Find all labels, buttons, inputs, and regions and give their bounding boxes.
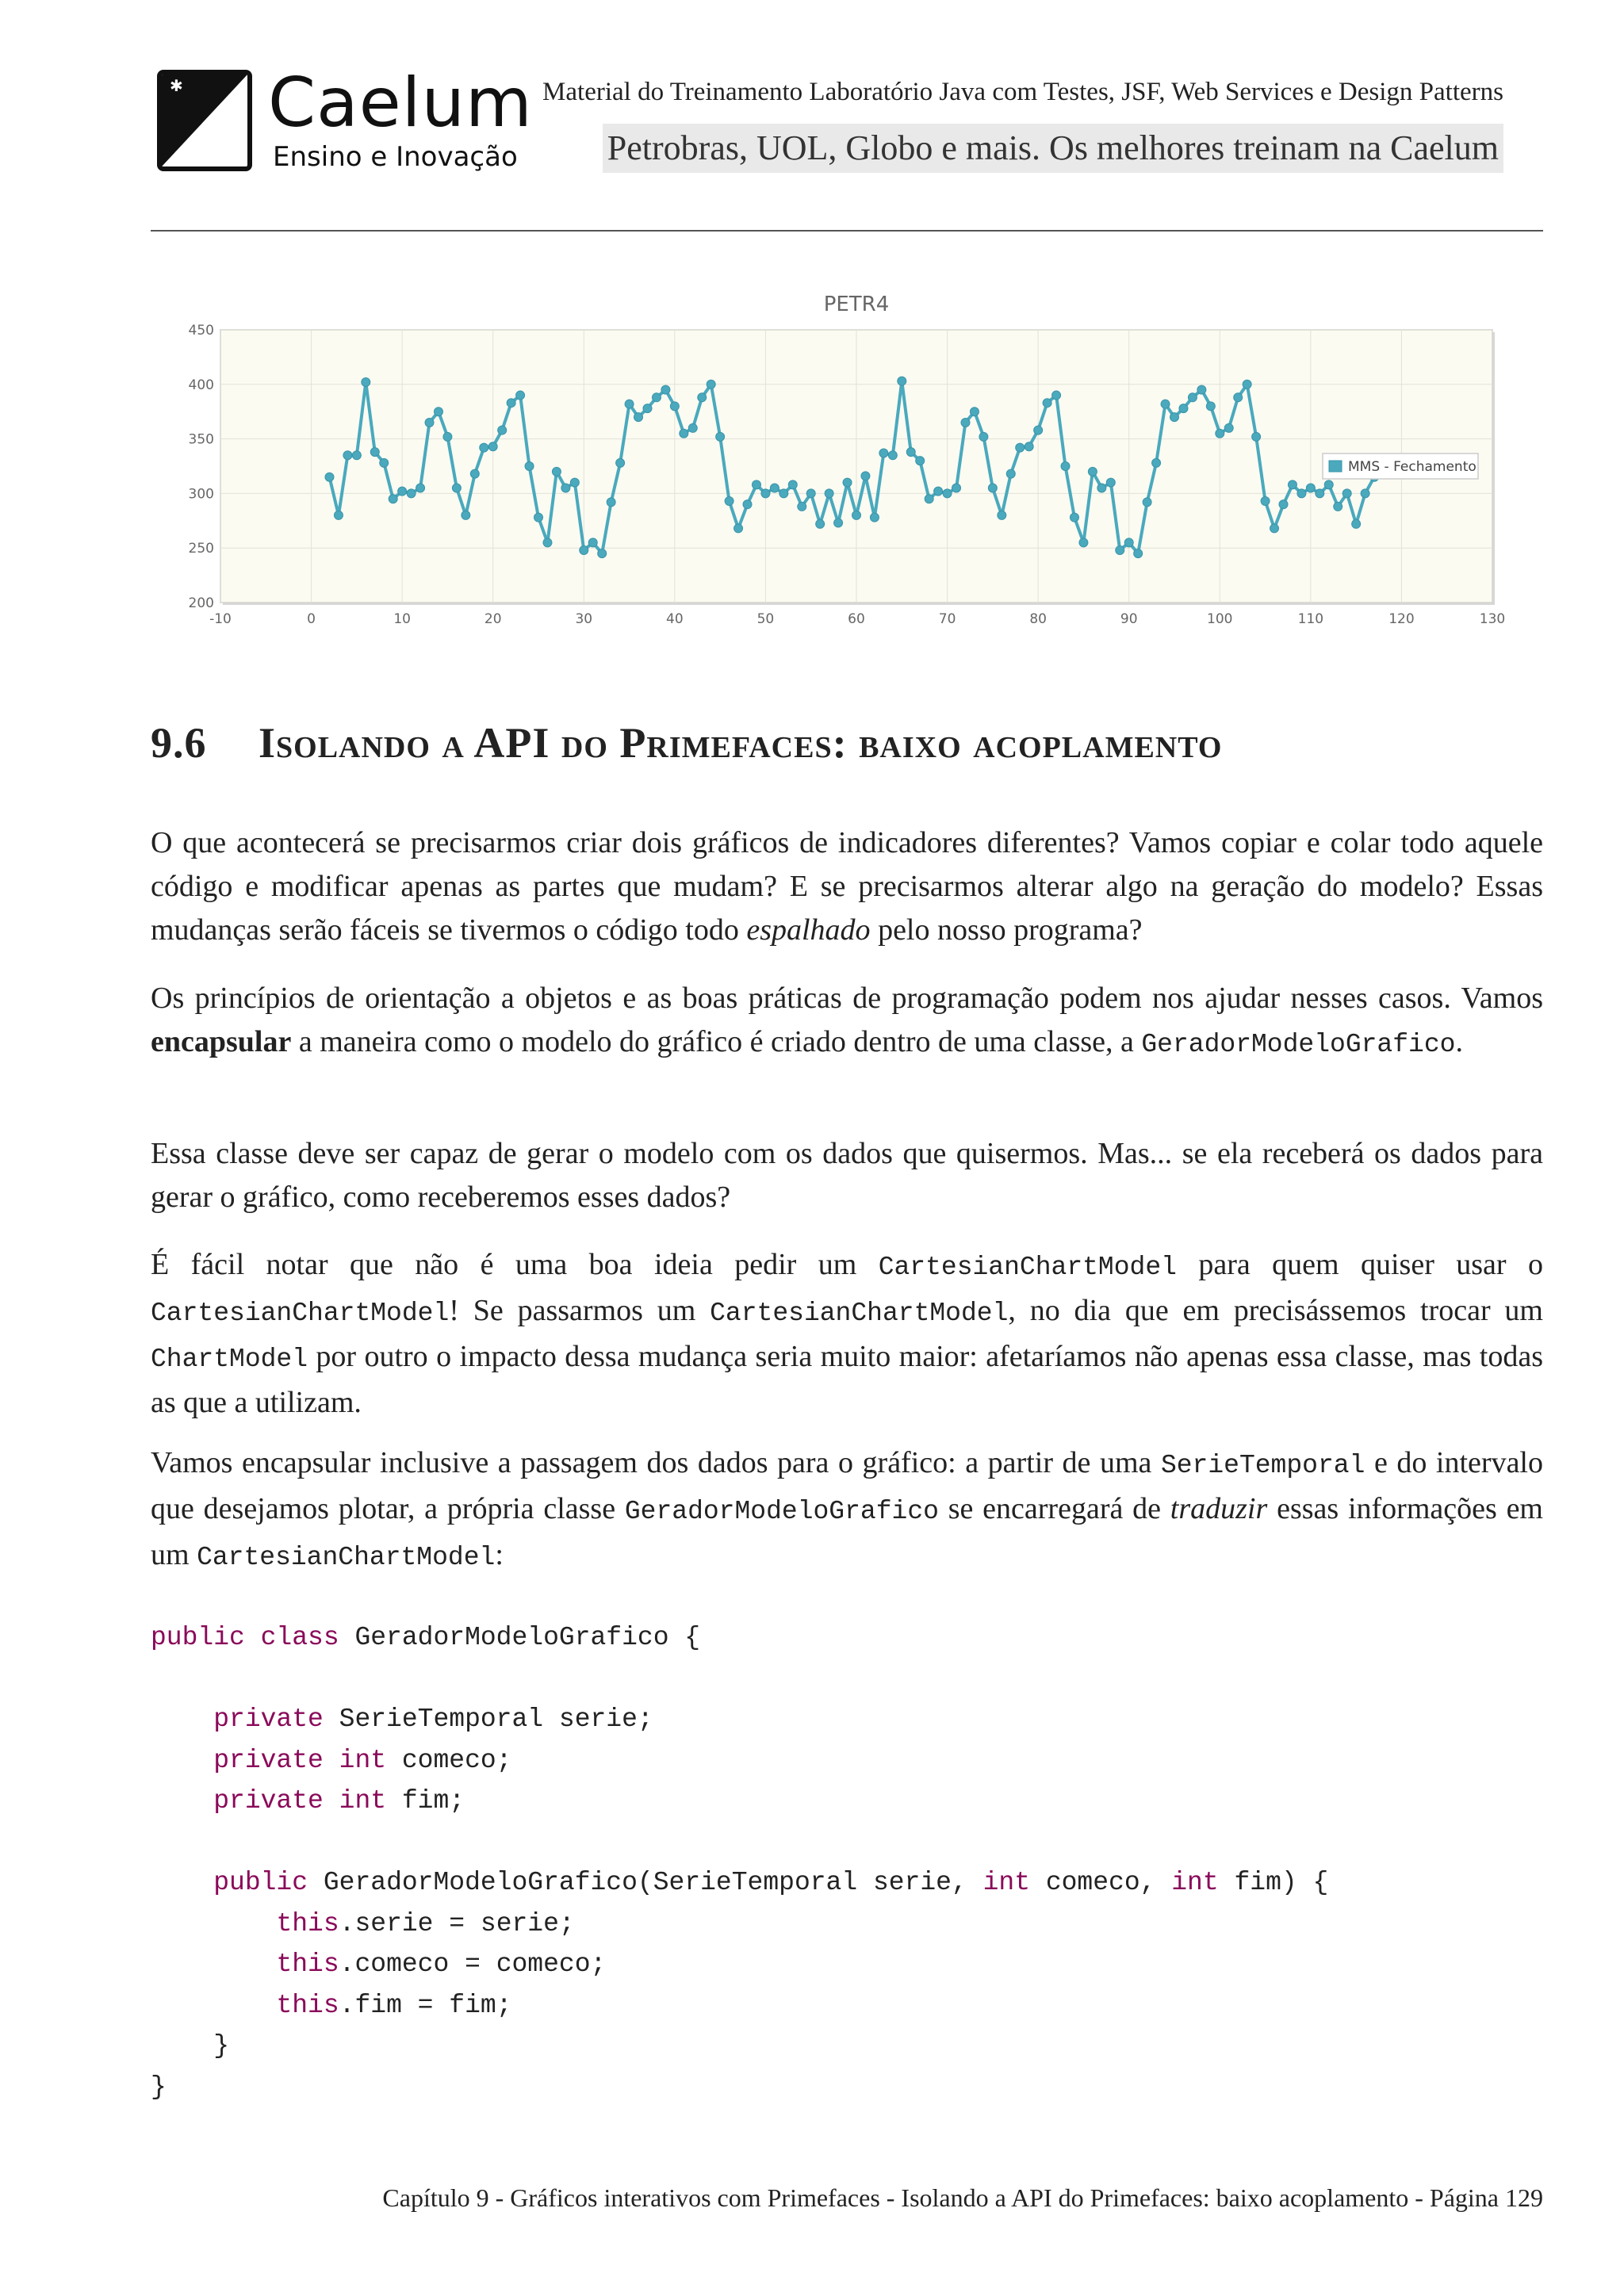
p4-text-a: É fácil notar que não é uma boa ideia pedir um xyxy=(151,1248,879,1281)
chart-svg xyxy=(167,285,1515,634)
data-point xyxy=(380,458,389,467)
data-point xyxy=(1261,497,1270,506)
p5-emphasis: traduzir xyxy=(1170,1492,1268,1525)
data-point xyxy=(1106,478,1115,487)
p1-emphasis: espalhado xyxy=(746,913,871,947)
data-point xyxy=(979,432,988,441)
data-point xyxy=(498,426,507,434)
code-line: private int comeco; xyxy=(213,1745,512,1775)
data-point xyxy=(1025,442,1033,451)
p5-text-a: Vamos encapsular inclusive a passagem dos dados para o gráfico: a partir de uma xyxy=(151,1446,1161,1479)
p5-text-c: se encarregará de xyxy=(938,1492,1170,1525)
paragraph-1 xyxy=(151,821,1543,952)
data-point xyxy=(634,413,643,422)
data-point xyxy=(670,402,679,411)
p2-text-b: a maneira como o modelo do gráfico é criado dentro de uma classe, a xyxy=(291,1025,1142,1058)
data-point xyxy=(652,393,661,402)
x-tick-label: 40 xyxy=(666,611,684,627)
paragraph-5 xyxy=(151,1441,1543,1579)
data-point xyxy=(625,400,634,408)
p2-code: GeradorModeloGrafico xyxy=(1141,1030,1456,1059)
data-point xyxy=(1070,513,1078,522)
x-tick-label: 50 xyxy=(756,611,775,627)
data-point xyxy=(1170,413,1179,422)
data-point xyxy=(534,513,543,522)
y-tick-label: 400 xyxy=(188,377,214,393)
data-point xyxy=(988,484,997,492)
code-line: this.fim = fim; xyxy=(276,1990,512,2020)
header-divider xyxy=(151,230,1543,232)
y-tick-label: 250 xyxy=(188,541,214,557)
p4-text-d: , no dia que em precisássemos trocar um xyxy=(1008,1294,1543,1327)
data-point xyxy=(1161,400,1170,408)
x-tick-label: 110 xyxy=(1297,611,1324,627)
data-point xyxy=(870,513,879,522)
data-point xyxy=(688,423,697,432)
data-point xyxy=(607,498,615,507)
x-tick-label: 130 xyxy=(1479,611,1506,627)
data-point xyxy=(616,458,625,467)
data-point xyxy=(543,538,552,547)
data-point xyxy=(598,549,607,558)
star-icon: ✱ xyxy=(170,76,183,95)
data-point xyxy=(370,448,379,457)
code-line-blank xyxy=(151,1822,1543,1863)
p4-text-b: para quem quiser usar o xyxy=(1176,1248,1543,1281)
paragraph-2 xyxy=(151,977,1543,1066)
y-tick-label: 300 xyxy=(188,486,214,503)
data-point xyxy=(1324,480,1333,489)
data-point xyxy=(879,449,888,457)
data-point xyxy=(1034,426,1043,434)
data-point xyxy=(452,484,461,492)
data-point xyxy=(516,391,525,400)
chart-title: PETR4 xyxy=(823,293,890,316)
caelum-logo xyxy=(157,63,533,179)
data-point xyxy=(1197,385,1206,394)
data-point xyxy=(470,469,479,478)
data-point xyxy=(552,467,561,476)
x-tick-label: 20 xyxy=(484,611,502,627)
data-point xyxy=(580,545,588,554)
p4-text-c: ! Se passarmos um xyxy=(449,1294,710,1327)
data-point xyxy=(1252,432,1261,441)
paragraph-4 xyxy=(151,1243,1543,1425)
p5-text-end: : xyxy=(495,1538,504,1571)
data-point xyxy=(416,484,425,492)
header-material-title: Material do Treinamento Laboratório Java com Testes, JSF, Web Services e Design Patterns xyxy=(542,78,1503,106)
code-line-blank xyxy=(151,1659,1543,1700)
x-tick-label: 120 xyxy=(1388,611,1415,627)
data-point xyxy=(362,378,370,387)
data-point xyxy=(643,404,652,413)
data-point xyxy=(1297,489,1306,498)
p1-text: O que acontecerá se precisarmos criar dois gráficos de indicadores diferentes? Vamos copiar e colar todo aquele código e modificar apenas as partes que mudam? E se precisarmos alterar algo na geração do modelo? Essas mudanças serão fáceis se tivermos o código todo xyxy=(151,826,1543,947)
data-point xyxy=(834,519,843,527)
paragraph-3: Essa classe deve ser capaz de gerar o modelo com os dados que quisermos. Mas... se ela receberá os dados para gerar o gráfico, como receberemos esses dados? xyxy=(151,1137,1543,1214)
page-footer: Capítulo 9 - Gráficos interativos com Primefaces - Isolando a API do Primefaces: baixo acoplamento - Página 129 xyxy=(382,2183,1543,2212)
data-point xyxy=(1316,489,1324,498)
data-point xyxy=(788,480,797,489)
header-promo: Petrobras, UOL, Globo e mais. Os melhores treinam na Caelum xyxy=(603,124,1503,173)
data-point xyxy=(961,418,970,427)
x-tick-label: 70 xyxy=(938,611,956,627)
p5-text-d: essas informações em um xyxy=(151,1492,1543,1571)
p5-code-1: SerieTemporal xyxy=(1160,1451,1365,1480)
data-point xyxy=(1079,538,1088,547)
data-point xyxy=(588,538,597,547)
p2-text-a: Os princípios de orientação a objetos e as boas práticas de programação podem nos ajudar nesses casos. Vamos xyxy=(151,982,1543,1015)
code-line: this.comeco = comeco; xyxy=(276,1950,607,1979)
data-point xyxy=(725,497,733,506)
data-point xyxy=(570,478,579,487)
x-tick-label: 10 xyxy=(393,611,411,627)
data-point xyxy=(761,489,770,498)
code-line: public class GeradorModeloGrafico { xyxy=(151,1623,701,1652)
data-point xyxy=(661,385,670,394)
p4-code-4: ChartModel xyxy=(151,1345,308,1374)
code-line: private SerieTemporal serie; xyxy=(213,1705,653,1734)
p2-strong: encapsular xyxy=(151,1025,292,1058)
legend-label: MMS - Fechamento xyxy=(1348,459,1477,475)
section-number: 9.6 xyxy=(151,719,207,767)
x-tick-label: 30 xyxy=(575,611,593,627)
data-point xyxy=(1352,519,1361,528)
data-point xyxy=(916,457,925,465)
y-tick-label: 200 xyxy=(188,595,214,611)
data-point xyxy=(943,489,952,498)
data-point xyxy=(970,408,979,416)
data-point xyxy=(934,487,943,496)
data-point xyxy=(843,478,852,487)
data-point xyxy=(1206,402,1215,411)
data-point xyxy=(480,443,488,452)
p4-code-3: CartesianChartModel xyxy=(710,1299,1009,1328)
x-tick-label: 60 xyxy=(848,611,865,627)
p5-text-b: e do intervalo que desejamos plotar, a própria classe xyxy=(151,1446,1543,1525)
p4-code-1: CartesianChartModel xyxy=(878,1253,1177,1282)
data-point xyxy=(806,489,815,498)
logo-mark-icon xyxy=(157,70,252,171)
data-point xyxy=(1279,500,1288,509)
data-point xyxy=(1361,489,1369,498)
data-point xyxy=(334,511,343,519)
data-point xyxy=(825,489,833,498)
data-point xyxy=(1334,502,1342,511)
data-point xyxy=(343,451,352,460)
petr4-chart xyxy=(167,285,1515,634)
data-point xyxy=(1152,458,1161,467)
data-point xyxy=(325,473,334,481)
data-point xyxy=(488,442,497,451)
data-point xyxy=(352,451,361,460)
data-point xyxy=(1061,462,1070,471)
data-point xyxy=(888,451,897,460)
data-point xyxy=(1097,484,1106,492)
p4-text-e: por outro o impacto dessa mudança seria muito maior: afetaríamos não apenas essa classe, mas todas as que a utilizam. xyxy=(151,1340,1543,1419)
data-point xyxy=(816,519,825,528)
data-point xyxy=(525,462,534,471)
data-point xyxy=(998,511,1006,519)
data-point xyxy=(1234,393,1243,402)
data-point xyxy=(752,480,760,489)
data-point xyxy=(1016,443,1025,452)
data-point xyxy=(407,489,416,498)
data-point xyxy=(561,484,570,492)
logo-name: Caelum xyxy=(268,63,533,143)
data-point xyxy=(798,502,806,511)
x-tick-label: 80 xyxy=(1029,611,1047,627)
data-point xyxy=(1306,484,1315,492)
code-line: } xyxy=(213,2031,230,2061)
data-point xyxy=(1006,469,1015,478)
data-point xyxy=(1188,393,1197,402)
data-point xyxy=(1288,480,1297,489)
data-point xyxy=(680,429,688,438)
data-point xyxy=(1116,545,1124,554)
x-tick-label: 100 xyxy=(1207,611,1233,627)
data-point xyxy=(398,487,407,496)
data-point xyxy=(1179,404,1188,413)
code-line: public GeradorModeloGrafico(SerieTemporal serie, int comeco, int fim) { xyxy=(213,1868,1329,1897)
data-point xyxy=(734,524,743,533)
data-point xyxy=(1216,429,1224,438)
data-point xyxy=(425,418,434,427)
x-tick-label: 0 xyxy=(307,611,316,627)
code-line: private int fim; xyxy=(213,1786,465,1816)
data-point xyxy=(743,500,752,509)
data-point xyxy=(1088,467,1097,476)
section-heading xyxy=(151,718,1222,767)
data-point xyxy=(716,432,725,441)
data-point xyxy=(1270,524,1279,533)
data-point xyxy=(1134,549,1143,558)
data-point xyxy=(1342,489,1351,498)
data-point xyxy=(906,448,915,457)
p4-code-2: CartesianChartModel xyxy=(151,1299,450,1328)
y-tick-label: 450 xyxy=(188,323,214,339)
code-line: } xyxy=(151,2072,167,2102)
p1-text-end: pelo nosso programa? xyxy=(870,913,1143,947)
data-point xyxy=(898,377,906,385)
data-point xyxy=(1052,391,1061,400)
data-point xyxy=(925,495,933,503)
section-title: Isolando a API do Primefaces: baixo acoplamento xyxy=(259,719,1223,767)
data-point xyxy=(462,511,470,519)
data-point xyxy=(770,484,779,492)
data-point xyxy=(1243,380,1251,388)
data-point xyxy=(507,399,515,408)
data-point xyxy=(1224,423,1233,432)
p5-code-2: GeradorModeloGrafico xyxy=(624,1497,939,1526)
code-line: this.serie = serie; xyxy=(276,1908,575,1938)
data-point xyxy=(1143,498,1151,507)
data-point xyxy=(1124,538,1133,547)
data-point xyxy=(434,408,442,416)
p2-text-end: . xyxy=(1455,1025,1463,1058)
data-point xyxy=(698,393,707,402)
data-point xyxy=(952,484,961,492)
data-point xyxy=(861,472,870,480)
code-listing xyxy=(151,1617,1543,2107)
data-point xyxy=(852,511,861,519)
x-tick-label: -10 xyxy=(209,611,232,627)
data-point xyxy=(1043,399,1051,408)
p5-code-3: CartesianChartModel xyxy=(197,1543,496,1572)
logo-tagline: Ensino e Inovação xyxy=(273,141,518,173)
y-tick-label: 350 xyxy=(188,431,214,448)
legend-swatch xyxy=(1329,461,1342,472)
data-point xyxy=(779,489,788,498)
x-tick-label: 90 xyxy=(1120,611,1138,627)
data-point xyxy=(389,495,397,503)
data-point xyxy=(443,432,452,441)
data-point xyxy=(707,380,715,388)
